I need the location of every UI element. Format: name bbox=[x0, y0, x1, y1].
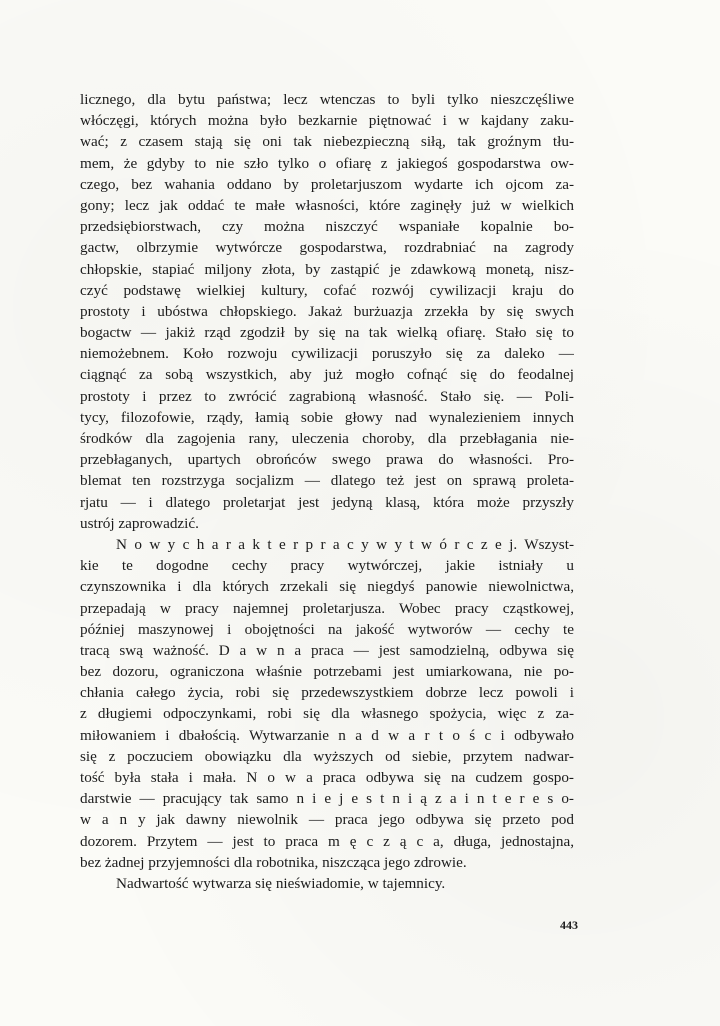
text-line: licznego, dla bytu państwa; lecz wtenczas to byli tylko nieszczęśliwe bbox=[80, 91, 574, 108]
text-line: ustrój zaprowadzić. bbox=[80, 514, 199, 532]
text-line: gony; lecz jak oddać te małe własności, które zaginęły już w wielkich bbox=[80, 196, 574, 214]
text-line: ciągnąć za sobą wszystkich, aby już mogło cofnąć się do feodalnej bbox=[80, 366, 574, 384]
text-line: darstwie — pracujący tak samo n i e j e s t n i ą z a i n t e r e s o- bbox=[80, 790, 574, 808]
paragraph-1 bbox=[80, 89, 574, 534]
text-line: czyć podstawę wielkiej kultury, cofać rozwój cywilizacji kraju do bbox=[80, 281, 574, 299]
text-line: chłopskie, stapiać miljony złota, by zastąpić je zdawkową monetą, nisz- bbox=[80, 260, 574, 278]
text-line: przepadają w pracy najemnej proletarjusza. Wobec pracy cząstkowej, bbox=[80, 599, 574, 617]
text-line: N o w y c h a r a k t e r p r a c y w y t w ó r c z e j. Wszyst- bbox=[116, 535, 574, 553]
body-text bbox=[80, 89, 574, 894]
text-line: dozorem. Przytem — jest to praca m ę c z ą c a, długa, jednostajna, bbox=[80, 832, 574, 850]
text-line: prostoty i ubóstwa chłopskiego. Jakaż burżuazja zrzekła by się swych bbox=[80, 302, 574, 320]
text-line: blemat ten rozstrzyga socjalizm — dlatego też jest on sprawą proleta- bbox=[80, 472, 574, 490]
paragraph-3 bbox=[80, 873, 574, 894]
text-line: czego, bez wahania oddano by proletarjuszom wydarte ich ojcom za- bbox=[80, 175, 574, 193]
text-line: gactw, olbrzymie wytwórcze gospodarstwa, rozdrabniać na zagrody bbox=[80, 239, 574, 257]
text-line: później maszynowej i obojętności na jakość wytworów — cechy te bbox=[80, 620, 574, 638]
text-line: bez dozoru, ograniczona właśnie potrzebami jest umiarkowana, nie po- bbox=[80, 663, 574, 681]
text-line: czynszownika i dla których zrzekali się niegdyś panowie niewolnictwa, bbox=[80, 578, 574, 596]
text-line: w a n y jak dawny niewolnik — praca jego odbywa się przeto pod bbox=[80, 811, 574, 829]
paragraph-2 bbox=[80, 534, 574, 873]
text-line: z długiemi odpoczynkami, robi się dla własnego spożycia, więc z za- bbox=[80, 705, 574, 723]
text-line: tracą swą ważność. D a w n a praca — jest samodzielną, odbywa się bbox=[80, 641, 574, 659]
text-line: środków dla zagojenia rany, uleczenia choroby, dla przebłagania nie- bbox=[80, 430, 574, 447]
text-line: bogactw — jakiż rząd zgodził by się na tak wielką ofiarę. Stało się to bbox=[80, 324, 574, 342]
text-line: się z poczuciem obowiązku dla wyższych od siebie, przytem nadwar- bbox=[80, 747, 574, 765]
text-line: tycy, filozofowie, rządy, łamią sobie głowy nad wynalezieniem innych bbox=[80, 408, 574, 426]
text-line: niemożebnem. Koło rozwoju cywilizacji poruszyło się za daleko — bbox=[80, 345, 574, 363]
text-line: rjatu — i dlatego proletarjat jest jedyną klasą, która może przyszły bbox=[80, 493, 574, 511]
text-line: mem, że gdyby to nie szło tylko o ofiarę z jakiegoś gospodarstwa ow- bbox=[80, 154, 574, 172]
text-line: miłowaniem i dbałością. Wytwarzanie n a d w a r t o ś c i odbywało bbox=[80, 726, 574, 744]
text-line: chłania całego życia, robi się przedewszystkiem dobrze lecz powoli i bbox=[80, 684, 574, 702]
text-line: prostoty i przez to zwrócić zagrabioną własność. Stało się. — Poli- bbox=[80, 387, 574, 405]
text-line: Nadwartość wytwarza się nieświadomie, w tajemnicy. bbox=[116, 874, 446, 892]
text-line: przebłaganych, upartych obrońców swego prawa do własności. Pro- bbox=[80, 451, 574, 469]
text-line: wać; z czasem stają się oni tak niebezpieczną siłą, tak groźnym tłu- bbox=[80, 133, 574, 151]
text-line: tość była stała i mała. N o w a praca odbywa się na cudzem gospo- bbox=[80, 769, 574, 786]
text-line: kie te dogodne cechy pracy wytwórczej, jakie istniały u bbox=[80, 557, 574, 575]
page-number: 443 bbox=[560, 918, 578, 932]
text-line: włóczęgi, których można było bezkarnie piętnować i w kajdany zaku- bbox=[80, 112, 574, 130]
text-line: przedsiębiorstwach, czy można niszczyć wspaniałe kopalnie bo- bbox=[80, 218, 574, 236]
text-line: bez żadnej przyjemności dla robotnika, niszcząca jego zdrowie. bbox=[80, 853, 467, 871]
